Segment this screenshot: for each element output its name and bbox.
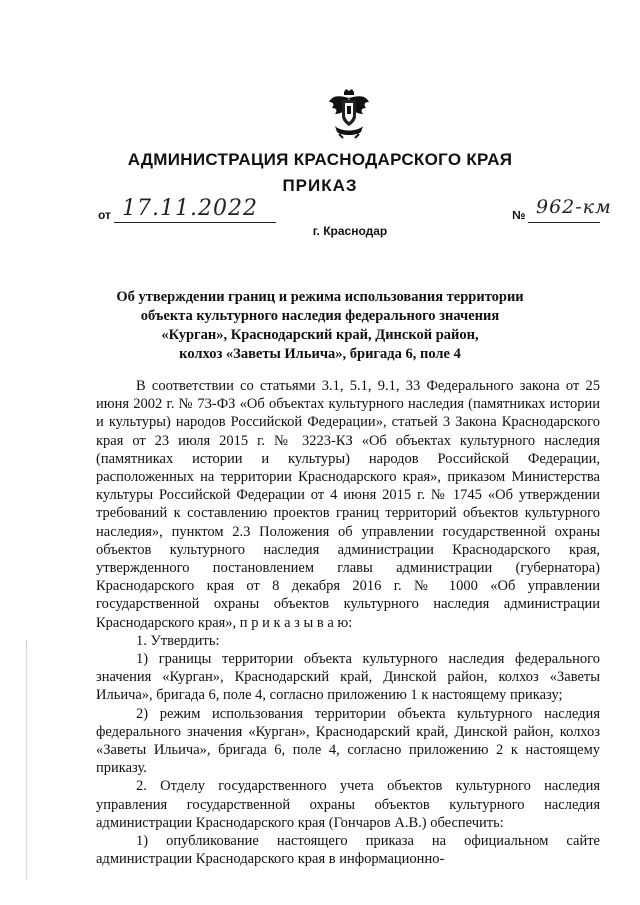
organization-name: АДМИНИСТРАЦИЯ КРАСНОДАРСКОГО КРАЯ <box>127 150 513 169</box>
body-paragraph: 1) опубликование настоящего приказа на официальном сайте администрации Краснодарского края в информационно- <box>96 833 600 868</box>
number-label: № <box>512 208 526 222</box>
number-underline <box>528 222 600 223</box>
number-value: 962-км <box>536 196 612 218</box>
date-label: от <box>98 208 111 222</box>
title-line: колхоз «Заветы Ильича», бригада 6, поле 4 <box>179 346 461 362</box>
body-paragraph: 1. Утвердить: <box>136 632 220 649</box>
body-paragraph: 1) границы территории объекта культурного наследия федерального значения «Курган», Краснодарский край, Динской район, колхоз «Заветы Ильича», бригада 6, поле 4, согласно приложению 1 к настоящему приказу; <box>96 651 600 704</box>
city-name: г. Краснодар <box>312 224 388 238</box>
title-line: объекта культурного наследия федерального значения <box>140 308 500 324</box>
body-paragraph: В соответствии со статьями 3.1, 5.1, 9.1, 33 Федерального закона от 25 июня 2002 г. № 73-ФЗ «Об объектах культурного наследия (памятниках истории и культуры) народов Российской Федерации», статьей 3 Закона Краснодарского края от 23 июля 2015 г. № 3223-КЗ «Об объектах культурного наследия (памятниках истории и культуры) народов Российской Федерации, расположенных на территории Краснодарского края», приказом Министерства культуры Российской Федерации от 4 июня 2015 г. № 1745 «Об утверждении требований к составлению проектов границ территорий объектов культурного наследия», пунктом 2.3 Положения об управлении государственной охраны объектов культурного наследия администрации Краснодарского края, утвержденного постановлением главы администрации (губернатора) Краснодарского края от 8 декабря 2016 г. № 1000 «Об управлении государственной охраны объектов культурного наследия администрации Краснодарского края», п р и к а з ы в а ю: <box>96 378 600 631</box>
body-paragraph: 2) режим использования территории объекта культурного наследия федерального значения «Курган», Краснодарский край, Динской район, колхоз «Заветы Ильича», бригада 6, поле 4, согласно приложению 2 к настоящему приказу. <box>96 705 600 777</box>
scan-edge-artifact <box>26 640 28 880</box>
date-underline <box>114 222 276 223</box>
coat-of-arms-emblem <box>327 88 371 140</box>
document-type: ПРИКАЗ <box>282 176 358 195</box>
document-title <box>100 288 540 364</box>
body-paragraph: 2. Отделу государственного учета объектов культурного наследия управления государственной охраны объектов культурного наследия администрации Краснодарского края (Гончаров А.В.) обеспечить: <box>96 778 600 831</box>
title-line: Об утверждении границ и режима использования территории <box>116 289 524 305</box>
document-body <box>96 377 600 868</box>
title-line: «Курган», Краснодарский край, Динской район, <box>161 327 479 343</box>
date-value: 17.11.2022 <box>122 196 258 221</box>
